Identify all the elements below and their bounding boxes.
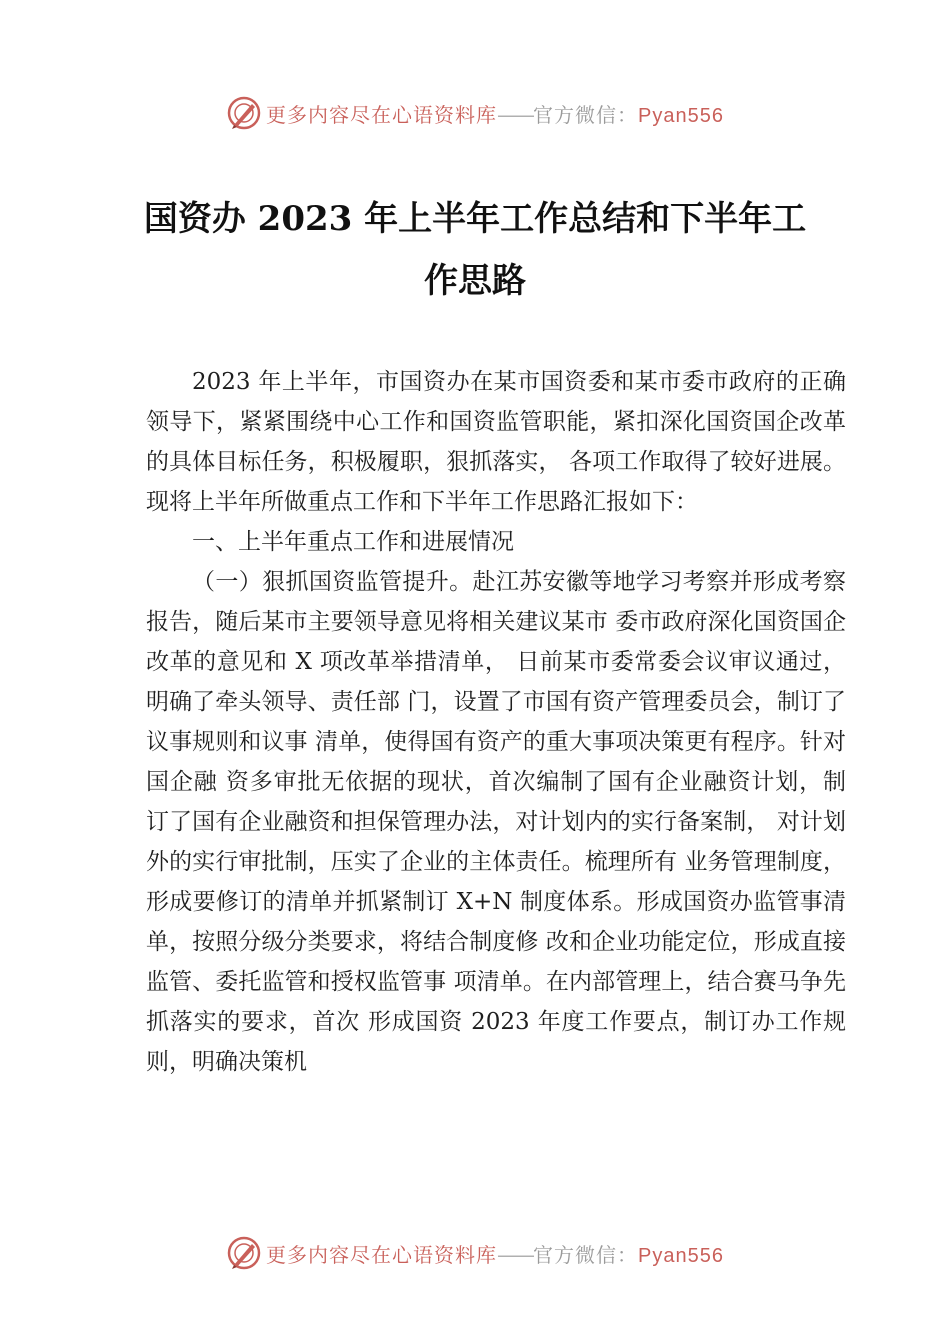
watermark-slogan: 更多内容尽在心语资料库 <box>266 1242 498 1267</box>
document-title <box>120 188 830 312</box>
title-line-1: 国资办 2023 年上半年工作总结和下半年工 <box>143 199 807 239</box>
watermark-separator: —— <box>497 102 534 127</box>
paragraph-section-1: （一）狠抓国资监管提升。赴江苏安徽等地学习考察并形成考察报告，随后某市主要领导意见将相关建议某市 委市政府深化国资国企改革的意见和 X 项改革举措清单， 日前某市委常委会议审议通过，明确了牵头领导、责任部 门，设置了市国有资产管理委员会，制订了议事规则和议事 清单，使得国有资产的重大事项决策更有程序。针对国企融 资多审批无依据的现状，首次编制了国有企业融资计划，制 订了国有企业融资和担保管理办法，对计划内的实行备案制， 对计划外的实行审批制，压实了企业的主体责任。梳理所有 业务管理制度，形成要修订的清单并抓紧制订 X+N 制度体系。形成国资办监管事清单，按照分级分类要求，将结合制度修 改和企业功能定位，形成直接监管、委托监管和授权监管事 项清单。在内部管理上，结合赛马争先抓落实的要求，首次 形成国资 2023 年度工作要点，制订办工作规则，明确决策机 <box>146 569 846 1075</box>
header-watermark <box>0 93 950 133</box>
pen-logo-icon <box>226 95 262 131</box>
footer-watermark <box>0 1233 950 1273</box>
watermark-label: 官方微信： <box>533 1242 639 1267</box>
pen-logo-icon <box>226 1235 262 1271</box>
watermark-label: 官方微信： <box>533 102 639 127</box>
paragraph-intro: 2023 年上半年，市国资办在某市国资委和某市委市政府的正确领导下，紧紧围绕中心工作和国资监管职能，紧扣深化国资国企改革的具体目标任务，积极履职，狠抓落实， 各项工作取得了较好进展。现将上半年所做重点工作和下半年工作思路汇报如下： <box>146 369 846 515</box>
title-line-2: 作思路 <box>424 261 526 301</box>
watermark-text <box>266 99 724 128</box>
section-heading: 一、上半年重点工作和进展情况 <box>192 529 514 555</box>
document-body <box>146 362 846 1082</box>
watermark-text <box>266 1239 724 1268</box>
watermark-account: Pyan556 <box>638 1244 724 1267</box>
watermark-slogan: 更多内容尽在心语资料库 <box>266 102 498 127</box>
watermark-account: Pyan556 <box>638 104 724 127</box>
watermark-separator: —— <box>497 1242 534 1267</box>
